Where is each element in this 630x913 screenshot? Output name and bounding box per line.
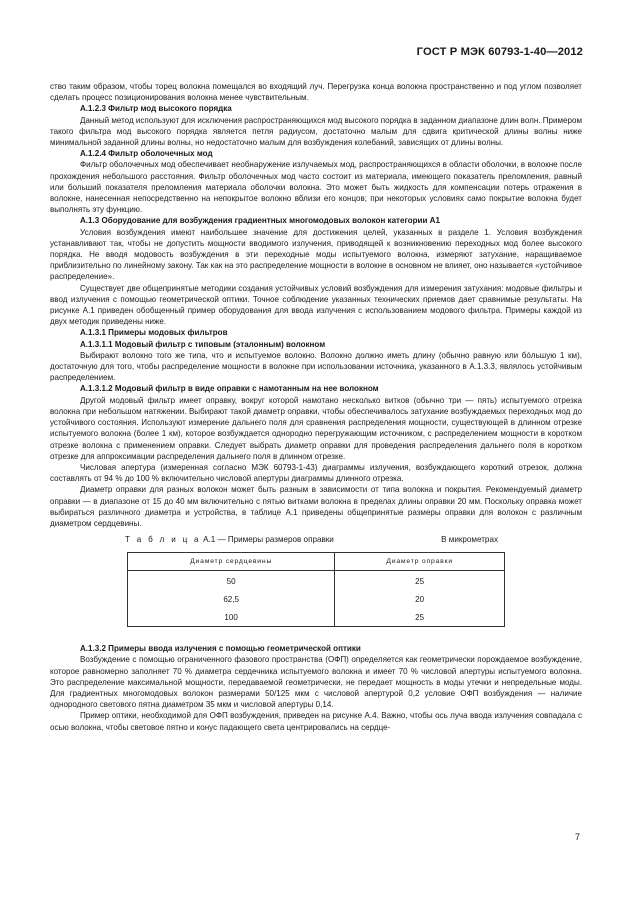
table-row [128, 590, 505, 608]
page-number: 7 [574, 832, 580, 842]
paragraph: Другой модовый фильтр имеет оправку, вокруг которой намотано несколько витков (обычно три — пять) испытуемого отрезка волокна при небольшом натяжении. Выбирают такой диаметр оправки, чтобы обеспечивалось затухание возбуждаемых переходных мод до устойчивого состояния. Используют измерение дальнего поля для сравнения распределения мощности, существующей в длинном отрезке испытуемого волокна (более 1 км), которое возбуждается однородно перегружающим источником, с распределением мощности в коротком отрезке волокна с применением оправки. Следует выбрать диаметр оправки для проведения распределения дальнего поля в коротком отрезке для аппроксимации распределения дальнего поля в длинном отрезке. [50, 395, 582, 461]
section-heading: А.1.2.3 Фильтр мод высокого порядка [80, 104, 232, 114]
section-heading: А.1.3.2 Примеры ввода излучения с помощью геометрической оптики [80, 644, 361, 654]
table-row [128, 608, 505, 627]
paragraph: Выбирают волокно того же типа, что и испытуемое волокно. Волокно должно иметь длину (обычно равную или бóльшую 1 км), достаточную для того, чтобы распределение мощности в волокне при использовании источника, указанного в А.1.3.3, являлось устойчивым распределением. [50, 350, 582, 383]
table-caption [50, 533, 582, 546]
table-label: Т а б л и ц а [125, 535, 201, 545]
table-header-cell: Диаметр оправки [335, 553, 505, 571]
paragraph: Диаметр оправки для разных волокон может быть разным в зависимости от типа волокна и покрытия. Рекомендуемый диаметр оправки — в диапазоне от 15 до 40 мм включительно с пятью витками волокна в пределах длины оправки 20 мм. Поскольку оправка может выбираться различного диаметра и устройства, в таблице А.1 приведены общепринятые размеры оправки для волокон с различным диаметром сердцевины. [50, 485, 582, 528]
section-heading: А.1.3.1.2 Модовый фильтр в виде оправки с намотанным на нее волокном [80, 384, 379, 394]
table-title-text: А.1 — Примеры размеров оправки [203, 535, 334, 545]
table-row [128, 571, 505, 591]
table-cell: 25 [335, 571, 505, 591]
table-cell: 62,5 [128, 590, 335, 608]
table-cell: 50 [128, 571, 335, 591]
section-heading: А.1.2.4 Фильтр оболочечных мод [80, 149, 213, 159]
table-header-cell: Диаметр сердцевины [128, 553, 335, 571]
paragraph: Возбуждение с помощью ограниченного фазового пространства (ОФП) определяется как геометрически порождаемое возбуждение, которое равномерно заполняет 70 % диаметра сердечника испытуемого волокна и имеет 70 % числовой апертуры испытуемого волокна. Это распределение максимальной мощности, передаваемой геометрически, не передает мощность в моды утечки и непредельные моды. Для градиентных многомодовых волокон размерами 50/125 мкм с числовой апертурой 0,2 условие ОФП возбуждения — наличие однородного светового пятна диаметром 35 мкм и числовой апертуры 0,14. [50, 655, 582, 710]
text-section-after-table [50, 643, 582, 733]
table-cell: 20 [335, 590, 505, 608]
mandrel-size-table [127, 552, 505, 627]
paragraph: Условия возбуждения имеют наибольшее значение для достижения целей, указанных в разделе 1. Условия возбуждения устанавливают так, чтобы не допустить мощности вводимого излучения, приводящей к возникновению переходных мод более высокого порядка. Не вводя модовость возбуждения в эти переходные моды испытуемого волокна, измеряют затухание, наращиваемое приблизительно по линейному закону. Так как на это распределение мощности в волокне в основном не влияет, оно называется «устойчивое распределение». [50, 227, 582, 282]
table-title [125, 533, 334, 546]
table-cell: 100 [128, 608, 335, 627]
table-header-row [128, 553, 505, 571]
document-header: ГОСТ Р МЭК 60793-1-40—2012 [416, 46, 583, 58]
page-content [50, 81, 582, 733]
section-heading: А.1.3.1 Примеры модовых фильтров [80, 328, 228, 338]
section-heading: А.1.3 Оборудование для возбуждения градиентных многомодовых волокон категории А1 [80, 216, 440, 226]
paragraph: Числовая апертура (измеренная согласно МЭК 60793-1-43) диаграммы излучения, возбуждающего короткий отрезок, должна составлять от 94 % до 100 % включительно числовой апертуры диаграммы длинного отрезка. [50, 462, 582, 484]
table-cell: 25 [335, 608, 505, 627]
paragraph: ство таким образом, чтобы торец волокна помещался во входящий луч. Перегрузка конца волокна пространственно и под углом позволяет сделать процесс позиционирования волокна менее чувствительным. [50, 82, 582, 103]
table-units: В микрометрах [441, 535, 498, 545]
text-section-before-table [50, 81, 582, 529]
paragraph: Данный метод используют для исключения распространяющихся мод высокого порядка в заданном диапазоне длин волн. Примером такого фильтра мод высокого порядка является петля радиусом, достаточно малым для сдвига критической длины волны ниже минимальной заданной длины волны, но недостаточно малым для возбуждения колебаний, зависящих от длины волны. [50, 115, 582, 148]
paragraph: Фильтр оболочечных мод обеспечивает необнаружение излучаемых мод, распространяющихся в области оболочки, в волокне после прохождения небольшого расстояния. Фильтр оболочечных мод часто состоит из материала, имеющего показатель преломления, равный или больший показателя преломления материала оболочки волокна. Это может быть жидкость для компенсации потерь отражения в волокне, нанесенная непосредственно на непокрытое волокно вблизи его концов; при некоторых условиях само покрытие волокна будет выполнять эту функцию. [50, 160, 582, 215]
paragraph: Существует две общепринятые методики создания устойчивых условий возбуждения для измерения затухания: модовые фильтры и ввод излучения с помощью геометрической оптики. Точное соблюдение указанных технических приемов дает сравнимые результаты. На рисунке А.1 приведен обобщенный пример оборудования для ввода излучения с использованием модового фильтра. Примеры каждой из двух методик приведены ниже. [50, 283, 582, 327]
paragraph: Пример оптики, необходимой для ОФП возбуждения, приведен на рисунке А.4. Важно, чтобы ось луча ввода излучения совпадала с осью волокна, чтобы световое пятно и конус падающего света центрировались на сердце- [50, 711, 582, 732]
section-heading: А.1.3.1.1 Модовый фильтр с типовым (эталонным) волокном [80, 339, 326, 349]
